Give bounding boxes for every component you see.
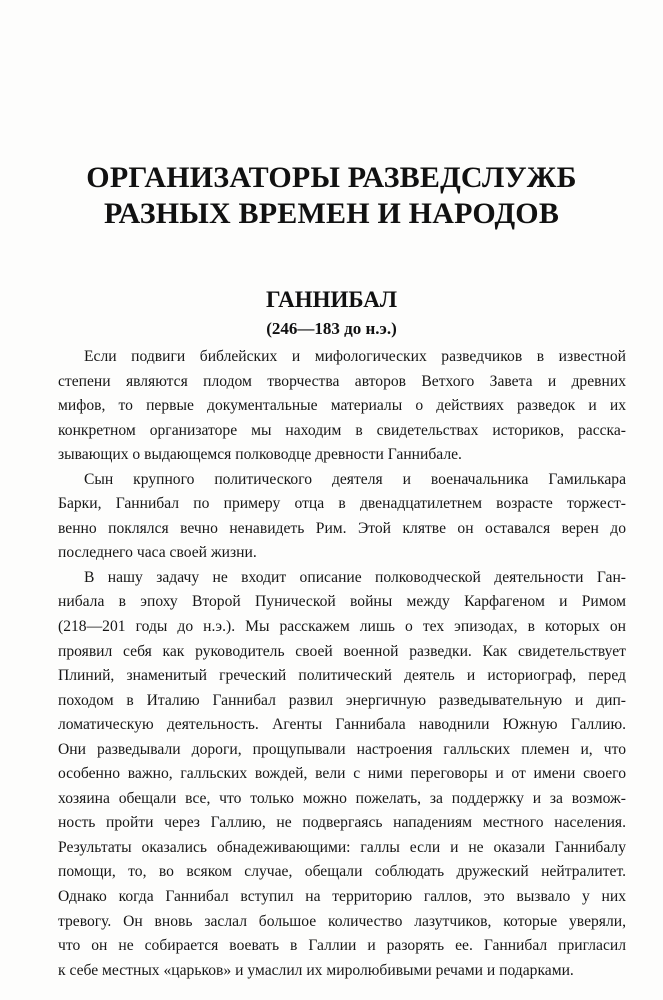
text-line: В нашу задачу не входит описание полководческой деятельности Ган-	[84, 568, 626, 586]
text-line: венно поклялся вечно ненавидеть Рим. Этой клятве он оставался верен до	[58, 519, 626, 537]
text-line: Плиний, знаменитый греческий политический деятель и историограф, перед	[58, 667, 626, 685]
chapter-title	[0, 160, 663, 232]
body-text	[58, 345, 626, 983]
text-line: степени являются плодом творчества авторов Ветхого Завета и древних	[58, 372, 626, 390]
text-line: тревогу. Он вновь заслал большое количество лазутчиков, которые уверяли,	[58, 912, 626, 930]
text-line: мифов, то первые документальные материалы о действиях разведок и их	[58, 397, 626, 415]
chapter-title-line-1: ОРГАНИЗАТОРЫ РАЗВЕДСЛУЖБ	[86, 161, 577, 194]
text-line: нибала в эпоху Второй Пунической войны между Карфагеном и Римом	[58, 593, 626, 611]
text-line: помощи, то, во всяком случае, обещали соблюдать дружеский нейтралитет.	[58, 863, 626, 881]
text-line: конкретном организаторе мы находим в свидетельствах историков, расска-	[58, 421, 626, 439]
text-line: ломатическую деятельность. Агенты Ганнибала наводнили Южную Галлию.	[58, 716, 626, 734]
text-line: Они разведывали дороги, прощупывали настроения галльских племен и, что	[58, 740, 626, 758]
text-line: особенно важно, галльских вождей, вели с ними переговоры и от имени своего	[58, 765, 626, 783]
text-line: Сын крупного политического деятеля и военачальника Гамилькара	[84, 470, 626, 488]
chapter-title-line-2: РАЗНЫХ ВРЕМЕН И НАРОДОВ	[103, 197, 560, 230]
text-line: последнего часа своей жизни.	[58, 544, 257, 562]
text-line: проявил себя как руководитель своей военной разведки. Как свидетельствует	[58, 642, 626, 660]
text-line: походом в Италию Ганнибал развил энергичную разведывательную и дип-	[58, 691, 626, 709]
text-line: Барки, Ганнибал по примеру отца в двенадцатилетнем возрасте торжест-	[58, 495, 626, 513]
text-line: ность пройти через Галлию, не подвергаясь нападениям местного населения.	[58, 814, 626, 832]
text-line: Однако когда Ганнибал вступил на территорию галлов, это вызвало у них	[58, 888, 626, 906]
text-line: что он не собирается воевать в Галлии и разорять ее. Ганнибал пригласил	[58, 937, 626, 955]
section-title: ГАННИБАЛ	[265, 287, 398, 312]
text-line: (218—201 годы до н.э.). Мы расскажем лишь о тех эпизодах, в которых он	[58, 618, 626, 636]
text-line: к себе местных «царьков» и умаслил их миролюбивыми речами и подарками.	[58, 961, 574, 979]
section-dates: (246—183 до н.э.)	[266, 319, 397, 338]
text-line: хозяина обещали все, что только можно пожелать, за поддержку и за возмож-	[58, 789, 626, 807]
text-line: Результаты оказались обнадеживающими: галлы если и не оказали Ганнибалу	[58, 838, 626, 856]
text-line: зывающих о выдающемся полководце древности Ганнибале.	[58, 446, 462, 464]
text-line: Если подвиги библейских и мифологических разведчиков в известной	[84, 348, 626, 365]
